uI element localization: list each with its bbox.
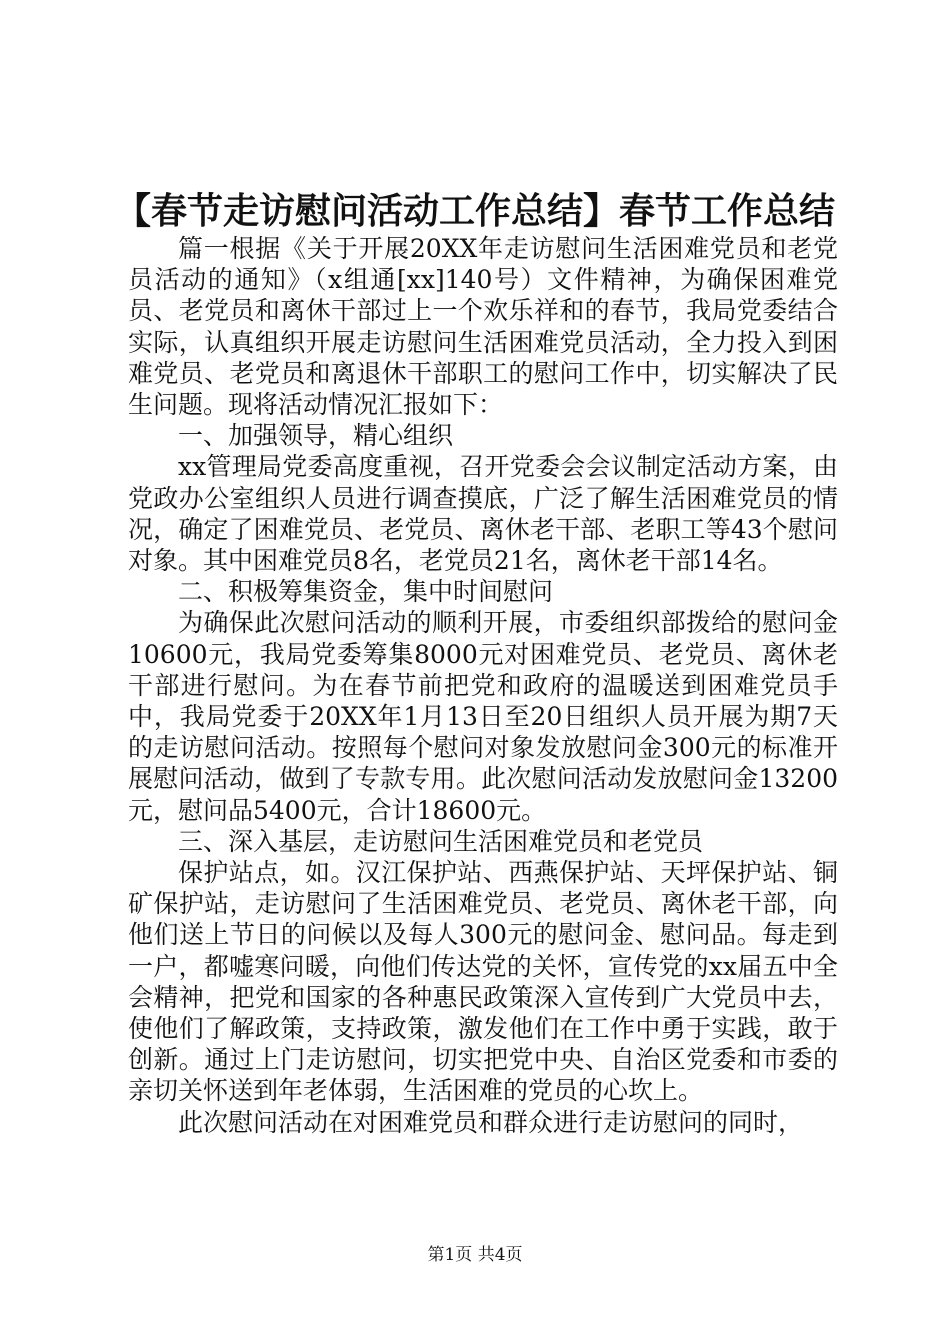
document-body: [128, 233, 838, 1138]
paragraph-continuation: 此次慰问活动在对困难党员和群众进行走访慰问的同时，: [178, 1107, 804, 1137]
paragraph-section-3: 保护站点，如。汉江保护站、西燕保护站、天坪保护站、铜矿保护站，走访慰问了生活困难党员、老党员、离休老干部，向他们送上节日的问候以及每人300元的慰问金、慰问品。每走到一户，都嘘寒问暖，向他们传达党的关怀，宣传党的xx届五中全会精神，把党和国家的各种惠民政策深入宣传到广大党员中去，使他们了解政策，支持政策，激发他们在工作中勇于实践，敢于创新。通过上门走访慰问，切实把党中央、自治区党委和市委的亲切关怀送到年老体弱，生活困难的党员的心坎上。: [128, 858, 838, 1106]
paragraph-section-2: 为确保此次慰问活动的顺利开展，市委组织部拨给的慰问金10600元，我局党委筹集8000元对困难党员、老党员、离休老干部进行慰问。为在春节前把党和政府的温暖送到困难党员手中，我局党委于20XX年1月13日至20日组织人员开展为期7天的走访慰问活动。按照每个慰问对象发放慰问金300元的标准开展慰问活动，做到了专款专用。此次慰问活动发放慰问金13200元，慰问品5400元，合计18600元。: [128, 608, 838, 825]
page-footer: 第1页 共4页: [427, 1245, 523, 1265]
section-heading-1: 一、加强领导，精心组织: [178, 421, 454, 451]
paragraph-intro: 篇一根据《关于开展20XX年走访慰问生活困难党员和老党员活动的通知》（x组通[xx]140号）文件精神，为确保困难党员、老党员和离休干部过上一个欢乐祥和的春节，我局党委结合实际，认真组织开展走访慰问生活困难党员活动，全力投入到困难党员、老党员和离退休干部职工的慰问工作中，切实解决了民生问题。现将活动情况汇报如下：: [128, 234, 838, 420]
paragraph-section-1: xx管理局党委高度重视，召开党委会会议制定活动方案，由党政办公室组织人员进行调查摸底，广泛了解生活困难党员的情况，确定了困难党员、老党员、离休老干部、老职工等43个慰问对象。其中困难党员8名，老党员21名，离休老干部14名。: [128, 452, 838, 576]
section-heading-3: 三、深入基层，走访慰问生活困难党员和老党员: [178, 826, 704, 856]
section-heading-2: 二、积极筹集资金，集中时间慰问: [178, 577, 554, 607]
document-title: 【春节走访慰问活动工作总结】春节工作总结: [114, 190, 835, 232]
